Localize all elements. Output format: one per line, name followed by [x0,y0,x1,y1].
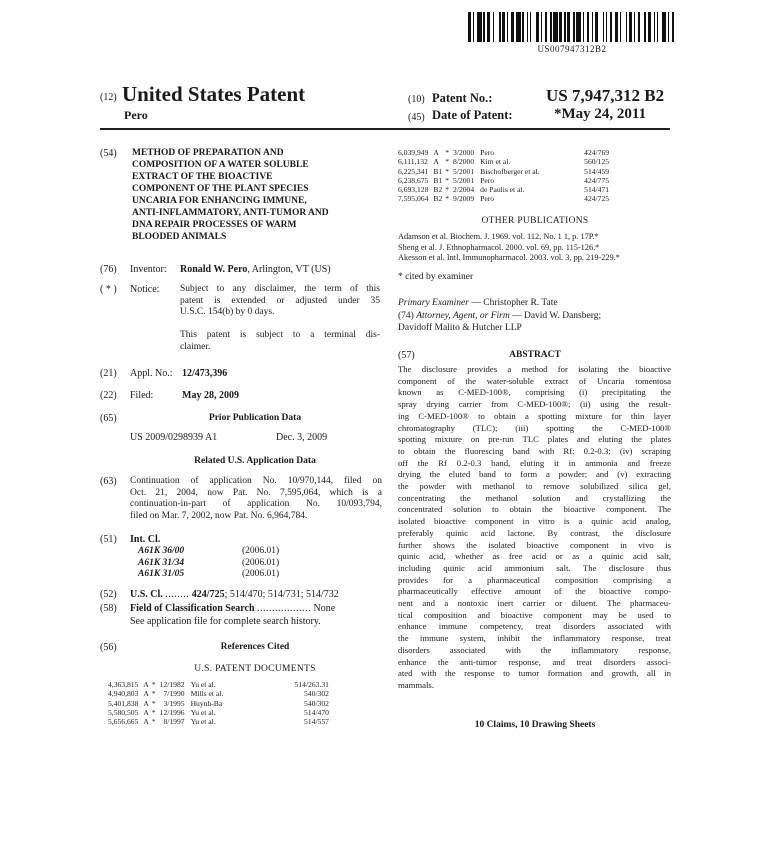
claims-summary: 10 Claims, 10 Drawing Sheets [474,720,596,730]
abstract-line: spray drying carrier from C-MED-100®; (ii) using the result- [398,399,671,410]
code-63: (63) [100,476,117,487]
inventor-label: Inventor: [130,264,167,275]
reference-no: 6,238,675 [398,175,429,185]
references-cited-title: References Cited [220,642,290,652]
continuation-line: filed on Mar. 7, 2002, now Pat. No. 6,964,784. [130,510,308,521]
reference-table [398,148,609,204]
terminal-line: claimer. [180,341,211,352]
abstract-line: disorders associated with the inflammatory response, [398,644,671,655]
reference-cls: 560/125 [584,157,610,167]
abstract-line: The disclosure provides a method for isolating the bioactive [398,364,671,374]
abstract-line: enhance immune competency, treat disorders associated with [398,621,671,632]
other-publication: Sheng et al. J. Ethnopharmacol. 2000. vol. 69, pp. 115-126.* [398,242,600,252]
reference-row [108,699,329,708]
reference-kind: A [143,680,149,689]
reference-row [108,708,329,717]
prior-publication-date: Dec. 3, 2009 [276,432,328,443]
abstract-line: mammals. [398,679,434,690]
reference-star: * [151,717,156,727]
abstract-line: spotting mixture on pre-run TLC plates and eluting the plates [398,434,671,445]
reference-star: * [151,698,156,708]
int-cl-year: (2006.01) [242,546,280,556]
field-search-dots: .................. [257,603,312,614]
code-45: (45) [408,112,425,123]
reference-row [398,167,609,176]
continuation-line: continuation-in-part of application No. 10/093,794, [130,499,382,510]
abstract-line: isolated bioactive component in vitro is a quinic acid analog, [398,516,671,527]
us-cl-line [130,589,339,600]
code-58: (58) [100,603,117,614]
abstract-line: provides for a pharmaceutical composition comprising a [398,574,671,585]
field-search-note: See application file for complete search history. [130,616,321,627]
title-line: METHOD OF PREPARATION AND [132,148,284,158]
code-21: (21) [100,368,117,379]
field-search-line [130,603,335,614]
abstract-text [398,364,671,692]
code-76: (76) [100,264,117,275]
int-cl-year: (2006.01) [242,557,280,568]
reference-star: * [445,148,450,157]
continuation-line: Continuation of application No. 10/970,144, filed on [130,476,382,486]
reference-kind: A [143,707,149,717]
reference-cls: 514/470 [304,707,329,717]
patent-number: US 7,947,312 B2 [546,86,665,105]
code-57: (57) [398,350,415,361]
reference-no: 5,580,505 [108,707,139,717]
reference-date: 9/2009 [453,194,475,204]
reference-name: de Paulis et al. [480,185,525,195]
reference-date: 12/1982 [159,680,185,689]
reference-row [398,185,609,194]
abstract-line: ated with the response to tumor formation and growth, all in [398,668,671,679]
reference-name: Mills et al. [190,689,224,699]
us-references-right [398,148,609,204]
primary-examiner [398,298,558,308]
int-cl-row [130,558,279,570]
int-cl-row [130,546,279,558]
abstract-title: ABSTRACT [509,350,561,360]
abstract-line: concentrating the methanol solution and crystallizing the [398,492,671,503]
inventor-name: Ronald W. Pero [180,264,248,275]
reference-name: Yu et al. [190,680,216,689]
attorney-block [398,311,670,334]
abstract-line: known as C-MED-100®, comprising (i) precipitating the [398,387,671,398]
code-56: (56) [100,642,117,653]
attorney-label: Attorney, Agent, or Firm [416,311,510,321]
reference-cls: 424/775 [584,175,610,185]
abstract-line: the immune system, inhibit the inflammatory response, treat [398,633,671,644]
abstract-line: concentrated solution to obtain the bioactive component. The [398,504,671,515]
int-cl-year: (2006.01) [242,569,280,579]
abstract-line: tical composition and bioactive component may be used to [398,609,671,620]
reference-name: Pero [480,175,495,185]
notice-text [180,284,380,319]
abstract-line: pharmaceutically effective amount of the bioactive compo- [398,586,671,597]
reference-table [108,680,329,726]
other-publications-list [398,232,670,264]
other-publications-title: OTHER PUBLICATIONS [481,216,589,226]
field-search-label: Field of Classification Search [130,603,255,614]
cited-by-examiner: * cited by examiner [398,272,474,282]
reference-star: * [445,166,450,176]
inventor-surname: Pero [124,108,148,122]
inventor-value [180,264,331,275]
reference-kind: A [433,157,439,167]
reference-row [398,157,609,166]
reference-kind: A [143,717,149,727]
title-line: EXTRACT OF THE BIOACTIVE [132,172,273,182]
abstract-line: enhance the anti-tumor response, and treat disorders associ- [398,656,671,667]
reference-kind: B2 [433,194,443,204]
reference-kind: A [143,689,149,699]
reference-row [398,176,609,185]
int-cl-code: A61K 31/34 [138,557,185,568]
reference-date: 3/1995 [163,698,185,708]
reference-kind: B1 [433,166,443,176]
abstract-line: preferably quinic acid lactone. By contrast, the disclosure [398,527,671,538]
continuation-data [130,476,382,522]
reference-cls: 424/769 [584,148,610,157]
abstract-line: to obtain the fluorescing band with Rf: 0.2-0.3; (iv) scraping [398,445,671,456]
abstract-line: including quinic acid ammonium salt. The disclosure thus [398,562,671,573]
reference-star: * [151,707,156,717]
us-cl-label: U.S. Cl. [130,589,163,600]
reference-star: * [445,175,450,185]
reference-name: Huynh-Ba [190,698,223,708]
abstract-line: ing C-MED-100® to obtain a spotting mixture for thin layer [398,410,671,421]
code-10: (10) [408,94,425,105]
code-51: (51) [100,534,117,545]
reference-no: 4,363,815 [108,680,139,689]
reference-cls: 424/725 [584,194,610,204]
abstract-line: chromatography (TLC); (iii) spotting the C-MED-100® [398,422,671,433]
reference-no: 6,039,949 [398,148,429,157]
reference-star: * [445,185,450,195]
reference-date: 2/2004 [453,185,475,195]
code-52: (52) [100,589,117,600]
appl-number: 12/473,396 [182,368,228,379]
us-cl-primary: 424/725 [191,589,225,600]
reference-cls: 514/557 [304,717,329,727]
int-cl-code: A61K 36/00 [138,546,185,556]
code-12: (12) [100,92,117,103]
filed-date: May 28, 2009 [182,390,239,401]
related-application-title: Related U.S. Application Data [194,456,316,466]
reference-cls: 540/302 [304,698,329,708]
reference-no: 5,656,665 [108,717,139,727]
reference-kind: B2 [433,185,443,195]
us-patent-documents-title: U.S. PATENT DOCUMENTS [194,664,316,674]
code-65: (65) [100,413,117,424]
reference-cls: 514/263.31 [294,680,329,689]
reference-row [108,717,329,726]
patent-date: *May 24, 2011 [554,106,647,122]
reference-name: Bischofberger et al. [480,166,540,176]
reference-date: 8/1997 [163,717,185,727]
reference-kind: B1 [433,175,443,185]
continuation-line: Oct. 21, 2004, now Pat. No. 7,595,064, which is a [130,487,382,498]
reference-date: 5/2001 [453,166,475,176]
reference-no: 5,401,838 [108,698,139,708]
barcode-number: US007947312B2 [537,44,607,54]
other-publication: Akesson et al. Intl. Immunopharmacol. 2003. vol. 3, pp. 219-229.* [398,253,620,262]
reference-star: * [445,157,450,167]
appl-label: Appl. No.: [130,368,173,379]
reference-cls: 514/471 [584,185,610,195]
reference-no: 6,225,341 [398,166,429,176]
patent-no-label: Patent No.: [432,91,493,105]
reference-name: Kim et al. [480,157,511,167]
field-search-value: None [313,603,336,614]
attorney-line-1: — David W. Dansberg; [509,311,602,321]
code-54: (54) [100,148,117,159]
us-cl-secondary: ; 514/470; 514/731; 514/732 [224,589,339,600]
reference-name: Yu et al. [190,717,216,727]
abstract-line: nent and a nontoxic inert carrier or diluent. The pharmaceu- [398,598,671,609]
title-line: COMPONENT OF THE PLANT SPECIES [132,184,309,194]
abstract-line: further shows the isolated bioactive component in vivo is [398,539,671,550]
inventor-place: , Arlington, VT (US) [247,264,331,275]
attorney-line-2: Davidoff Malito & Hutcher LLP [398,322,522,333]
reference-kind: A [433,148,439,157]
patent-title [132,147,382,243]
code-22: (22) [100,390,117,401]
date-label: Date of Patent: [432,108,513,122]
reference-row [108,680,329,689]
notice-line: patent is extended or adjusted under 35 [180,295,380,306]
reference-no: 4,940,803 [108,689,139,699]
abstract-line: the powder with methanol to remove solubilized silica gel, [398,481,671,492]
title-line: COMPOSITION OF A WATER SOLUBLE [132,160,309,170]
notice-line: Subject to any disclaimer, the term of this [180,284,380,294]
reference-row [108,689,329,698]
reference-star: * [445,194,450,204]
filed-label: Filed: [130,390,154,401]
title-line: ANTI-INFLAMMATORY, ANTI-TUMOR AND [132,208,329,218]
reference-date: 5/2001 [453,175,475,185]
int-cl-list [130,546,279,581]
abstract-line: off the Rf 0.2-0.3 band, eluting it in ammonia and freeze [398,457,671,468]
int-cl-label: Int. Cl. [130,534,161,545]
notice-label: Notice: [130,284,160,295]
us-references-left [108,680,329,726]
terminal-disclaimer [180,330,380,353]
reference-row [398,194,609,203]
reference-date: 3/2000 [453,148,475,157]
reference-name: Pero [480,194,495,204]
reference-cls: 514/459 [584,166,610,176]
reference-star: * [151,680,156,689]
reference-star: * [151,689,156,699]
reference-name: Pero [480,148,495,157]
title-line: DNA REPAIR PROCESSES OF WARM [132,220,297,230]
reference-no: 6,111,132 [398,157,428,167]
reference-kind: A [143,698,149,708]
code-notice: ( * ) [100,284,117,295]
reference-date: 12/1996 [159,707,185,717]
int-cl-row [130,569,279,581]
header-rule [100,128,670,130]
notice-line: U.S.C. 154(b) by 0 days. [180,307,275,317]
examiner-label: Primary Examiner [398,298,469,308]
title-line: BLOODED ANIMALS [132,232,227,242]
prior-publication-number: US 2009/0298939 A1 [130,432,218,443]
title-line: UNCARIA FOR ENHANCING IMMUNE, [132,196,307,206]
other-publication: Adamson et al. Biochem. J. 1969. vol. 112, No. 1 1, p. 17P.* [398,232,599,241]
reference-no: 7,595,064 [398,194,429,204]
reference-no: 6,693,128 [398,185,429,195]
reference-date: 8/2000 [453,157,475,167]
reference-name: Yu et al. [190,707,216,717]
us-cl-dots: ........ [165,589,190,600]
reference-cls: 540/302 [304,689,329,699]
barcode [468,12,676,42]
terminal-line: This patent is subject to a terminal dis- [180,330,380,340]
prior-publication-title: Prior Publication Data [208,413,302,423]
country-title: United States Patent [122,82,306,106]
abstract-line: drying the eluted band to form a powder; and (v) extracting [398,469,671,480]
abstract-line: quinic acid, whether as free acid or as a quinic acid salt, [398,551,671,562]
reference-date: 7/1990 [163,689,185,699]
reference-row [398,148,609,157]
code-74: (74) [398,311,414,321]
int-cl-code: A61K 31/05 [138,569,185,579]
examiner-name: — Christopher R. Tate [468,298,558,308]
abstract-line: component of the water-soluble extract of Uncaria tomentosa [398,375,671,386]
